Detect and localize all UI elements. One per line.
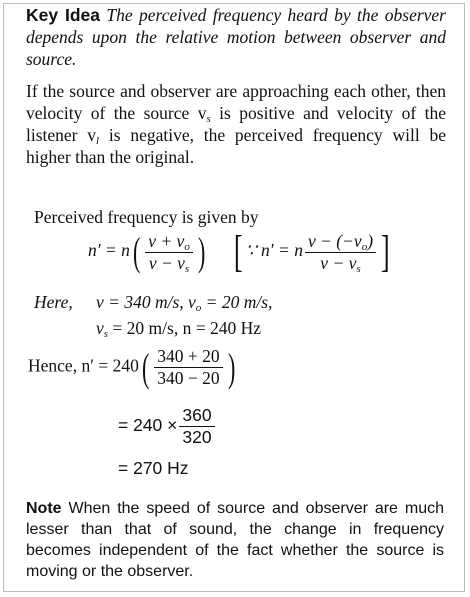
note-text: When the speed of source and observer are much lesser than that of sound, the change in frequency becomes independent of the fact whether the source is moving or the observer.	[26, 500, 444, 580]
hence-left-paren: (	[141, 344, 150, 390]
hence-fraction	[154, 346, 222, 389]
step2-prefix: = 240 ×	[118, 415, 178, 436]
para1-text-a: If the source and observer are approaching each other, then velocity of the source v	[26, 81, 446, 123]
formula-fraction	[145, 231, 193, 274]
key-idea-paragraph	[26, 4, 446, 70]
here-line2-v: v	[96, 318, 104, 338]
note-label: Note	[26, 500, 62, 517]
para1-text-b: is positive and velocity of the listener v	[26, 103, 446, 145]
here-label: Here,	[34, 292, 73, 312]
hence-label: Hence, n′ = 240	[28, 355, 139, 376]
because-denominator: v − v	[320, 252, 357, 273]
hence-numerator: 340 + 20	[157, 346, 220, 366]
key-idea-label: Key Idea	[26, 5, 100, 25]
formula-numerator: v + v	[148, 230, 185, 251]
note-paragraph	[26, 498, 444, 582]
because-numerator: v − (−v	[307, 230, 362, 251]
because-fraction	[305, 231, 376, 274]
step2-denominator: 320	[179, 426, 214, 448]
because-num-sub: o	[361, 240, 368, 253]
hence-right-paren: )	[227, 344, 235, 390]
right-paren: )	[197, 229, 206, 274]
here-line1	[96, 292, 272, 313]
right-bracket: ]	[380, 227, 390, 276]
para1-sub-l: l	[96, 135, 100, 147]
key-idea-text: The perceived frequency heard by the observer depends upon the relative motion between observer and source.	[26, 5, 446, 69]
step2-row	[118, 405, 217, 448]
step2-fraction	[179, 405, 214, 448]
hence-denominator: 340 − 20	[154, 367, 222, 389]
here-line1-sub: o	[195, 302, 202, 314]
para1-sub-s: s	[206, 113, 211, 125]
formula-row	[88, 227, 393, 276]
hence-row	[28, 346, 238, 389]
here-line1-a: v = 340 m/s, v	[96, 292, 196, 312]
formula-num-sub: o	[184, 240, 190, 253]
formula-denominator: v − v	[148, 252, 185, 273]
formula-den-sub: s	[184, 262, 190, 275]
here-line2-rest: = 20 m/s, n = 240 Hz	[108, 318, 261, 338]
because-text: ∵ n′ = n	[245, 240, 303, 261]
left-paren: (	[132, 229, 141, 274]
step2-numerator: 360	[182, 405, 212, 425]
result-line: = 270 Hz	[118, 458, 189, 478]
formula-lhs: n′ = n	[88, 240, 130, 261]
here-line1-b: = 20 m/s,	[201, 292, 273, 312]
approach-paragraph	[26, 80, 446, 168]
here-line2-sub: s	[103, 328, 109, 340]
here-line2	[96, 318, 261, 339]
perceived-intro: Perceived frequency is given by	[34, 207, 259, 227]
left-bracket: [	[233, 227, 243, 276]
because-den-sub: s	[356, 262, 361, 275]
because-num-close: )	[367, 230, 374, 251]
para1-text-c: is negative, the perceived frequency will be higher than the original.	[26, 125, 446, 167]
